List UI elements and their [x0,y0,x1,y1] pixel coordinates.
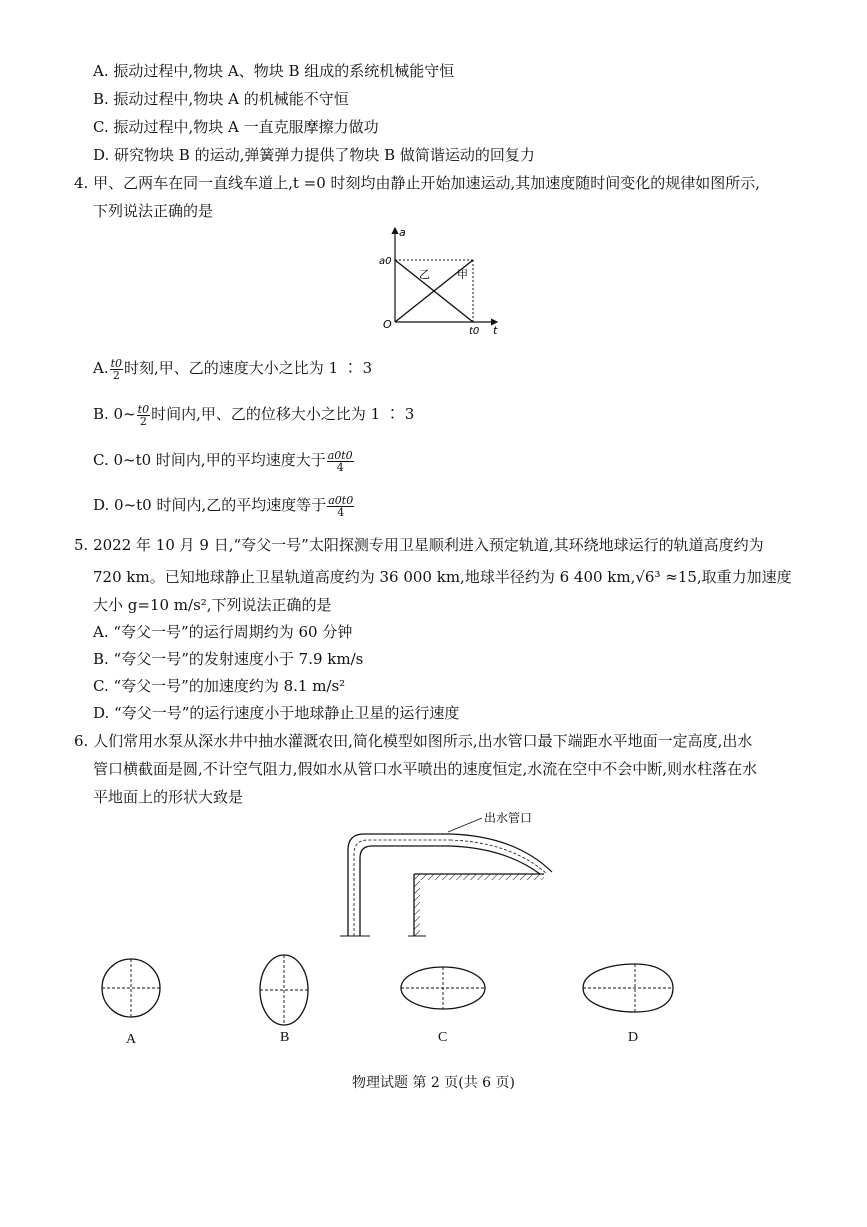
q4-option-b: B. 0~ $\frac{t0}{2}$ 时间内,甲、乙的位移大小之比为 1 ∶ 3 [93,402,415,428]
q6-label-a: A [126,1032,137,1047]
q6-stem-line1: 6. 人们常用水泵从深水井中抽水灌溉农田,简化模型如图所示,出水管口最下端距水平地面一定高度,出水 [74,732,753,750]
q5-stem-line2: 720 km。已知地球静止卫星轨道高度约为 36 000 km,地球半径约为 6 400 km,√6³ ≈15,取重力加速度 [93,568,792,586]
y-axis-label: a [399,226,406,239]
q6-options-shapes [95,950,695,1030]
q3-option-a: A. 振动过程中,物块 A、物块 B 组成的系统机械能守恒 [93,62,455,80]
q3-option-b: B. 振动过程中,物块 A 的机械能不守恒 [93,90,349,108]
q6-stem-line3: 平地面上的形状大致是 [93,788,244,806]
water-jet-upper [450,834,552,872]
q5-option-a: A. “夸父一号”的运行周期约为 60 分钟 [93,623,353,641]
well-wall-hatch [414,874,420,936]
ground-hatch [420,874,544,880]
q6-water-pump-diagram [330,808,560,943]
x-axis-label: t [493,324,498,337]
pipe-label-pointer [448,818,482,832]
q5-option-b: B. “夸父一号”的发射速度小于 7.9 km/s [93,650,364,668]
q4-stem-line2: 下列说法正确的是 [93,202,214,220]
q4-stem-line1: 4. 甲、乙两车在同一直线车道上,t =0 时刻均由静止开始加速运动,其加速度随时间变化的规律如图所示, [74,174,761,192]
q4-acceleration-graph [365,222,505,337]
q6-shape-c [401,967,485,1009]
water-jet-lower [450,846,540,874]
q6-shape-d [583,964,673,1012]
q6-label-d: D [628,1030,639,1045]
q5-stem-line1: 5. 2022 年 10 月 9 日,“夸父一号”太阳探测专用卫星顺利进入预定轨道,其环绕地球运行的轨道高度约为 [74,536,764,554]
q3-option-c: C. 振动过程中,物块 A 一直克服摩擦力做功 [93,118,379,136]
q4-option-a: A. $\frac{t0}{2}$ 时刻,甲、乙的速度大小之比为 1 ∶ 3 [93,356,373,382]
t0-label: t0 [469,326,480,337]
page-footer: 物理试题 第 2 页(共 6 页) [352,1075,515,1091]
pipe-centerline [354,840,450,936]
q4-option-d: D. 0~t0 时间内,乙的平均速度等于 $\frac{a0t0}{4}$ [93,493,354,519]
a0-label: a0 [379,256,392,267]
q6-label-b: B [280,1030,290,1045]
q3-option-d: D. 研究物块 B 的运动,弹簧弹力提供了物块 B 做简谐运动的回复力 [93,146,535,164]
pipe-inner-wall [360,846,450,936]
q6-shape-b [260,955,308,1025]
q6-stem-line2: 管口横截面是圆,不计空气阻力,假如水从管口水平喷出的速度恒定,水流在空中不会中断,则水柱落在水 [93,760,758,778]
jia-label: 甲 [457,268,468,281]
pipe-outlet-label: 出水管口 [484,811,533,825]
q5-option-d: D. “夸父一号”的运行速度小于地球静止卫星的运行速度 [93,704,460,722]
q5-stem-line3: 大小 g=10 m/s²,下列说法正确的是 [93,596,332,614]
q6-label-c: C [438,1030,448,1045]
yi-label: 乙 [419,268,430,281]
origin-label: O [383,318,392,331]
q6-shape-a [102,959,160,1017]
q4-option-c: C. 0~t0 时间内,甲的平均速度大于 $\frac{a0t0}{4}$ [93,448,353,474]
q5-option-c: C. “夸父一号”的加速度约为 8.1 m/s² [93,677,346,695]
